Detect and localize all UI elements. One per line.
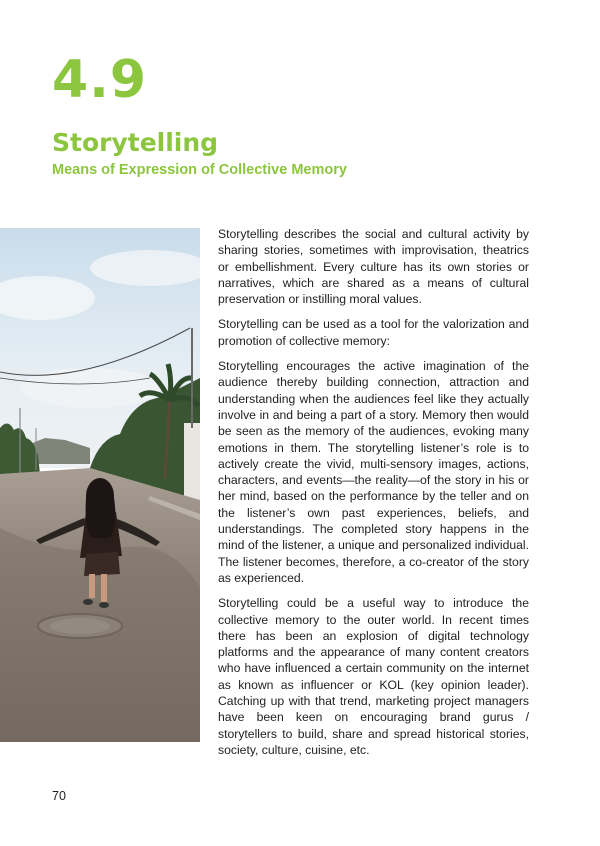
paragraph: Storytelling can be used as a tool for the valorization and promotion of collective memory: (218, 317, 529, 348)
page-subtitle: Means of Expression of Collective Memory (52, 162, 347, 178)
body-text (218, 226, 529, 767)
paragraph: Storytelling describes the social and cultural activity by sharing stories, sometimes with improvisation, theatrics or embellishment. Every culture has its own stories or narratives, which are shared as a means of cultural preservation or instilling moral values. (218, 227, 529, 307)
cloud (20, 368, 160, 408)
paragraph: Storytelling encourages the active imagination of the audience thereby building connection, attraction and understanding when the audiences feel like they actually involve in and being a part of a story. Memory then would be seen as the memory of the audiences, evoking many emotions in them. The storytelling listener’s role is to actively create the vivid, multi-sensory images, actions, characters, and events—the reality—of the story in his or her mind, based on the performance by the teller and on the listener’s own past experiences, beliefs, and understandings. The completed story happens in the mind of the listener, a unique and personalized individual. The listener becomes, therefore, a co-creator of the story as experienced. (218, 359, 529, 585)
page-number: 70 (52, 789, 66, 803)
paragraph: Storytelling could be a useful way to introduce the collective memory to the outer world. In recent times there has been an explosion of digital technology platforms and the appearance of many content creators who have influenced a certain community on the internet as known as influencer or KOL (key opinion leader). Catching up with that trend, marketing project managers have been keen on encouraging brand gurus / storytellers to build, share and spread historical stories, society, culture, cuisine, etc. (218, 596, 529, 757)
girl-on-road-photo (0, 228, 200, 742)
section-number: 4.9 (52, 50, 148, 110)
page-title: Storytelling (52, 128, 219, 157)
wall (184, 423, 200, 505)
